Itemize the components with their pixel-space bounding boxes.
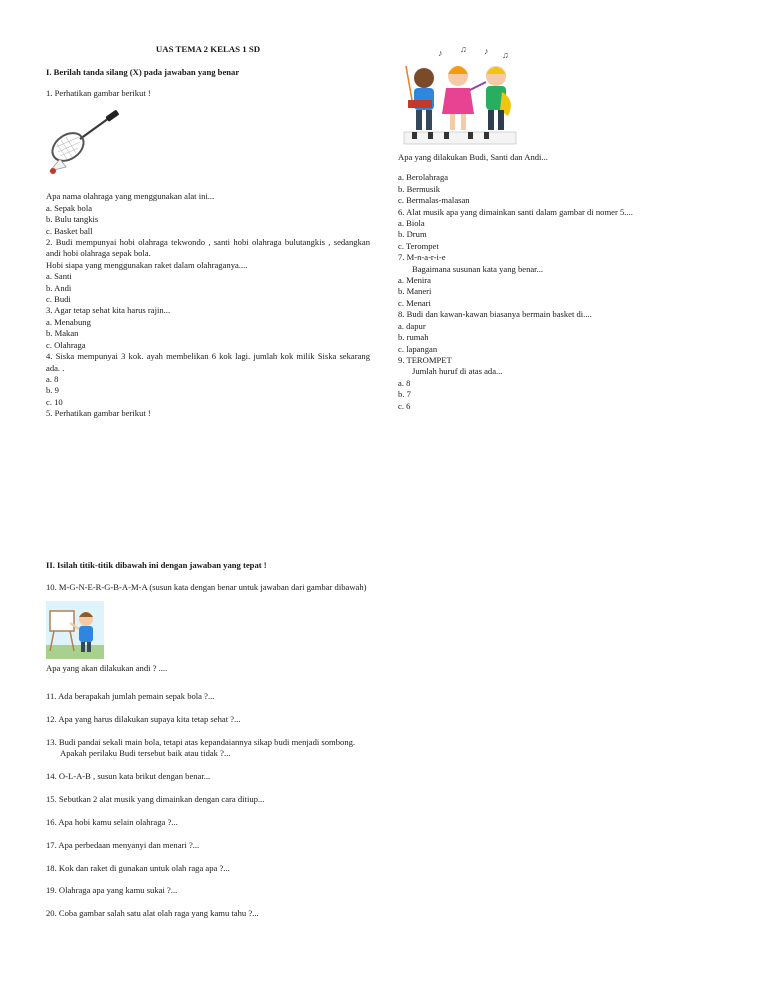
q9-subtext: Jumlah huruf di atas ada... — [412, 366, 503, 377]
q10-text: 10. M-G-N-E-R-G-B-A-M-A (susun kata dengan benar untuk jawaban dari gambar dibawah) — [46, 582, 367, 592]
q3-text: 3. Agar tetap sehat kita harus rajin... — [46, 305, 171, 316]
q4-text: 4. Siska mempunyai 3 kok. ayah membelikan 6 kok lagi. jumlah kok milik Siska sekarang ada. . — [46, 351, 370, 373]
q13-text: 13. Budi pandai sekali main bola, tetapi atas kepandaiannya sikap budi menjadi sombong. — [46, 736, 356, 747]
svg-text:♫: ♫ — [460, 44, 467, 54]
right-column — [398, 44, 698, 412]
q11: 11. Ada berapakah jumlah pemain sepak bola ?... — [46, 690, 215, 701]
section1-heading: I. Berilah tanda silang (X) pada jawaban yang benar — [46, 67, 240, 77]
q15: 15. Sebutkan 2 alat musik yang dimainkan dengan cara ditiup... — [46, 793, 265, 804]
svg-text:♪: ♪ — [438, 48, 443, 58]
q4-option-a: a. 8 — [46, 373, 59, 384]
q3-option-b: b. Makan — [46, 328, 79, 339]
q9-option-a: a. 8 — [398, 377, 411, 388]
q19: 19. Olahraga apa yang kamu sukai ?... — [46, 885, 178, 896]
q6-text: 6. Alat musik apa yang dimainkan santi dalam gambar di nomer 5.... — [398, 206, 633, 217]
q7-option-b: b. Maneri — [398, 286, 432, 297]
q14: 14. O-L-A-B , susun kata brikut dengan benar... — [46, 770, 211, 781]
q6-option-c: c. Terompet — [398, 240, 439, 251]
q7-option-c: c. Menari — [398, 297, 431, 308]
q4-option-b: b. 9 — [46, 385, 59, 396]
section2-heading: II. Isilah titik-titik dibawah ini dengan jawaban yang tepat ! — [46, 560, 267, 570]
q10-question: Apa yang akan dilakukan andi ? .... — [46, 663, 168, 674]
q5-option-c: c. Bermalas-malasan — [398, 195, 470, 206]
q8-option-c: c. lapangan — [398, 343, 438, 354]
svg-text:♪: ♪ — [484, 46, 489, 56]
q1-option-c: c. Basket ball — [46, 225, 93, 236]
q7-option-a: a. Menira — [398, 275, 431, 286]
q8-text: 8. Budi dan kawan-kawan biasanya bermain basket di.... — [398, 309, 592, 320]
q9-option-c: c. 6 — [398, 400, 411, 411]
section2 — [46, 560, 370, 931]
q7-subtext: Bagaimana susunan kata yang benar... — [412, 263, 544, 274]
q1-question: Apa nama olahraga yang menggunakan alat ini... — [46, 191, 215, 202]
svg-text:♫: ♫ — [502, 50, 509, 60]
page-title: UAS TEMA 2 KELAS 1 SD — [155, 44, 261, 54]
q9-option-b: b. 7 — [398, 389, 411, 400]
q7-text: 7. M-n-a-r-i-e — [398, 252, 446, 263]
q18: 18. Kok dan raket di gunakan untuk olah raga apa ?... — [46, 862, 230, 873]
q3-option-a: a. Menabung — [46, 316, 91, 327]
q13-subtext: Apakah perilaku Budi tersebut baik atau tidak ?... — [60, 748, 231, 759]
q16: 16. Apa hobi kamu selain olahraga ?... — [46, 816, 178, 827]
badminton-racket-image — [46, 107, 126, 185]
q2-question: Hobi siapa yang menggunakan raket dalam olahraganya.... — [46, 259, 248, 270]
left-column — [46, 44, 370, 420]
q2-option-c: c. Budi — [46, 294, 71, 305]
q17: 17. Apa perbedaan menyanyi dan menari ?... — [46, 839, 200, 850]
q2-option-a: a. Santi — [46, 271, 72, 282]
q5-question: Apa yang dilakukan Budi, Santi dan Andi... — [398, 152, 548, 162]
painting-boy-image — [46, 601, 104, 659]
q9-text: 9. TEROMPET — [398, 354, 452, 365]
q2-text: 2. Budi mempunyai hobi olahraga tekwondo , santi hobi olahraga bulutangkis , sedangkan andi hobi olahraga sepak bola. — [46, 237, 370, 259]
q4-option-c: c. 10 — [46, 396, 63, 407]
q1-option-a: a. Sepak bola — [46, 202, 93, 213]
q8-option-a: a. dapur — [398, 320, 426, 331]
q3-option-c: c. Olahraga — [46, 339, 86, 350]
q5-option-a: a. Berolahraga — [398, 172, 449, 183]
q12: 12. Apa yang harus dilakukan supaya kita tetap sehat ?... — [46, 713, 241, 724]
children-music-image — [398, 44, 522, 148]
q20: 20. Coba gambar salah satu alat olah raga yang kamu tahu ?... — [46, 908, 259, 919]
q2-option-b: b. Andi — [46, 282, 72, 293]
q5-intro: 5. Perhatikan gambar berikut ! — [46, 408, 151, 419]
q6-option-b: b. Drum — [398, 229, 427, 240]
q6-option-a: a. Biola — [398, 218, 425, 229]
q8-option-b: b. rumah — [398, 332, 429, 343]
q1-intro: 1. Perhatikan gambar berikut ! — [46, 88, 151, 98]
q1-option-b: b. Bulu tangkis — [46, 214, 99, 225]
q5-option-b: b. Bermusik — [398, 183, 441, 194]
